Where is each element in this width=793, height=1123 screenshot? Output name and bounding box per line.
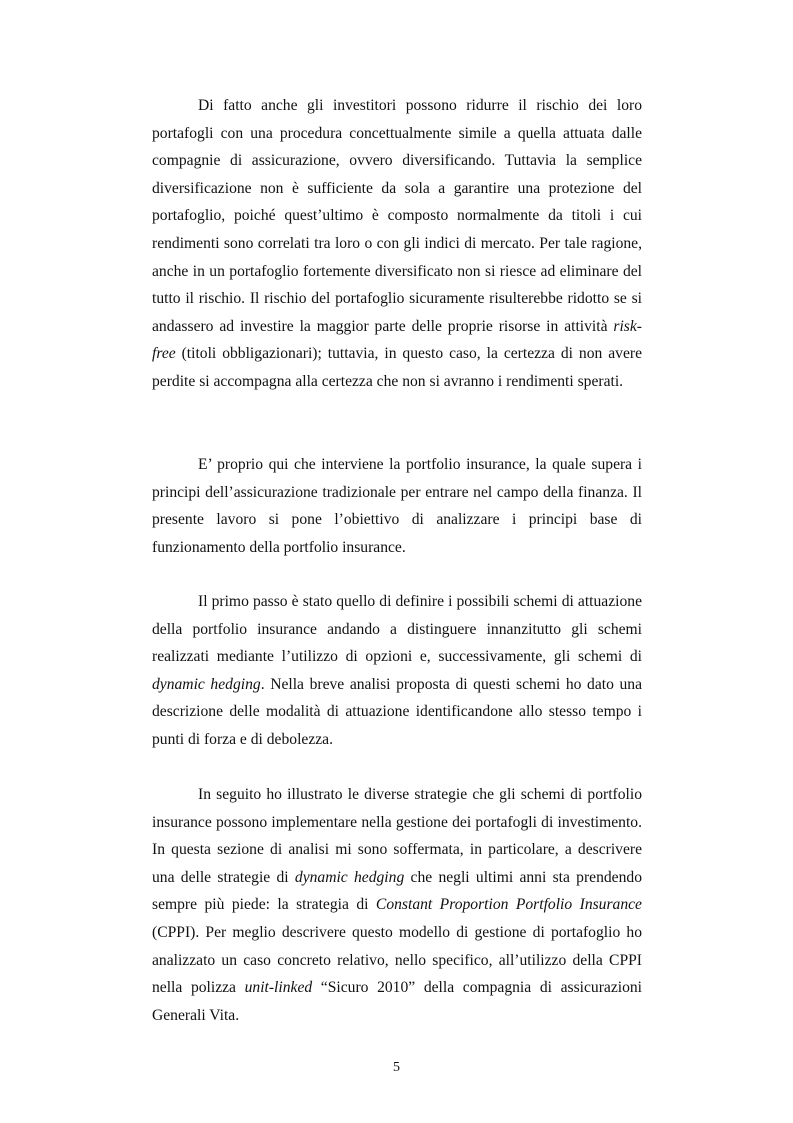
paragraph-diversification: Di fatto anche gli investitori possono ridurre il rischio dei loro portafogli con una procedura concettualmente simile a quella attuata dalle compagnie di assicurazione, ovvero diversificando. Tuttavia la semplice diversificazione non è sufficiente da sola a garantire una protezione del portafoglio, poiché quest’ultimo è composto normalmente da titoli i cui rendimenti sono correlati tra loro o con gli indici di mercato. Per tale ragione, anche in un portafoglio fortemente diversificato non si riesce ad eliminare del tutto il rischio. Il rischio del portafoglio sicuramente risulterebbe ridotto se si andassero ad investire la maggior parte delle proprie risorse in attività risk-free (titoli obbligazionari); tuttavia, in questo caso, la certezza di non avere perdite si accompagna alla certezza che non si avranno i rendimenti sperati.	[152, 97, 642, 390]
italic-term: dynamic hedging	[152, 675, 261, 693]
italic-term: dynamic hedging	[294, 868, 405, 886]
paragraph-schemes: Il primo passo è stato quello di definire i possibili schemi di attuazione della portfolio insurance andando a distinguere innanzitutto gli schemi realizzati mediante l’utilizzo di opzioni e, successivamente, gli schemi di dynamic hedging. Nella breve analisi proposta di questi schemi ho dato una descrizione delle modalità di attuazione identificandone allo stesso tempo i punti di forza e di debolezza.	[152, 593, 642, 748]
paragraph-strategies-cppi: In seguito ho illustrato le diverse strategie che gli schemi di portfolio insurance possono implementare nella gestione dei portafogli di investimento. In questa sezione di analisi mi sono soffermata, in particolare, a descrivere una delle strategie di dynamic hedging che negli ultimi anni sta prendendo sempre più piede: la strategia di Constant Proportion Portfolio Insurance (CPPI). Per meglio descrivere questo modello di gestione di portafoglio ho analizzato un caso concreto relativo, nello specifico, all’utilizzo della CPPI nella polizza unit-linked “Sicuro 2010” della compagnia di assicurazioni Generali Vita.	[152, 786, 642, 1024]
italic-term: unit-linked	[244, 979, 313, 997]
italic-term: risk-free	[152, 317, 642, 363]
italic-term: Constant Proportion Portfolio Insurance	[375, 896, 642, 914]
paragraph-portfolio-insurance-intro: E’ proprio qui che interviene la portfolio insurance, la quale supera i principi dell’assicurazione tradizionale per entrare nel campo della finanza. Il presente lavoro si pone l’obiettivo di analizzare i principi base di funzionamento della portfolio insurance.	[152, 456, 642, 556]
page-number: 5	[393, 1060, 400, 1075]
